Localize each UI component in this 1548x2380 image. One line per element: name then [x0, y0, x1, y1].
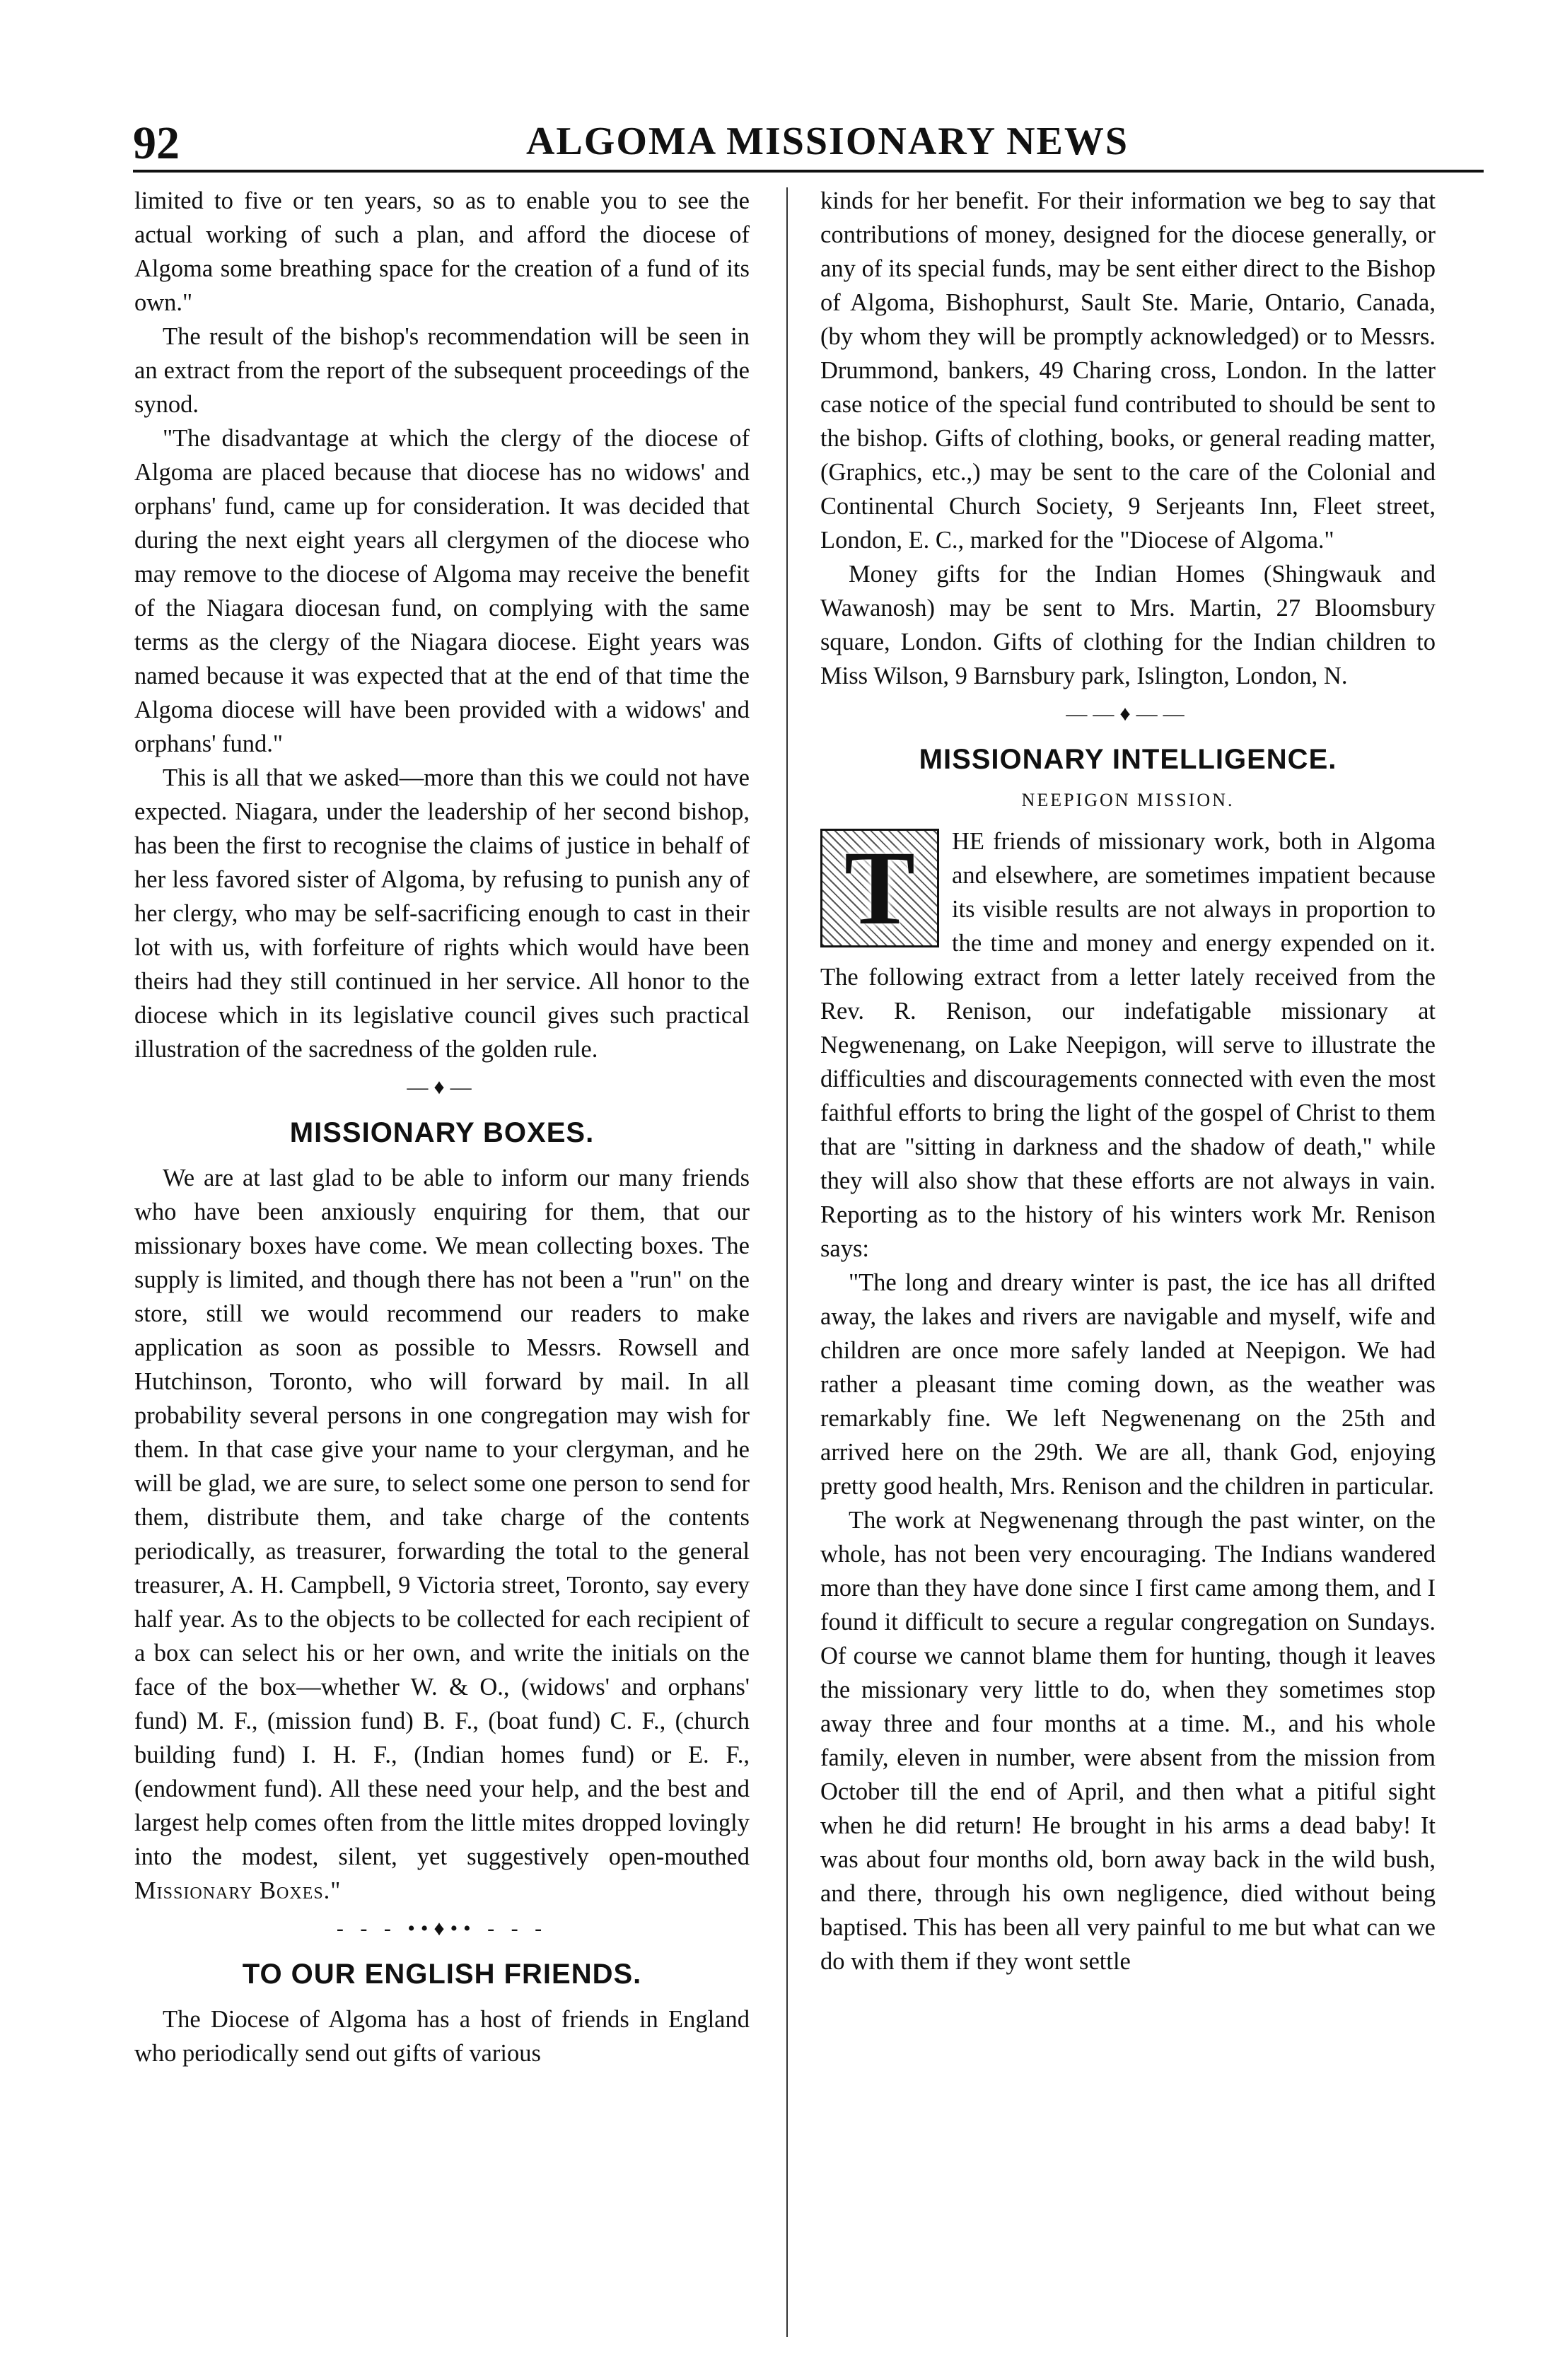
- section-title-missionary-intelligence: MISSIONARY INTELLIGENCE.: [919, 744, 1337, 775]
- paragraph: This is all that we asked—more than this we could not have expected. Niagara, under the leadership of her second bishop, has been the first to recognise the claims of justice in behalf of her less favored sister of Algoma, by refusing to punish any of her clergy, who may be self-sacrificing enough to cast in their lot with us, with forfeiture of rights which would have been theirs had they still continued in her service. All honor to the diocese which in its legislative council gives such practical illustration of the sacredness of the golden rule.: [134, 764, 750, 1063]
- paragraph: [134, 1161, 750, 1908]
- ornamental-dropcap: [820, 829, 939, 947]
- section-subtitle: NEEPIGON MISSION.: [1021, 790, 1235, 810]
- section-title-missionary-boxes: MISSIONARY BOXES.: [289, 1117, 595, 1148]
- section-title-english-friends: TO OUR ENGLISH FRIENDS.: [242, 1959, 642, 1990]
- header-rule: [133, 170, 1484, 173]
- running-title: ALGOMA MISSIONARY NEWS: [525, 119, 1129, 163]
- paragraph: The Diocese of Algoma has a host of friends in England who periodically send out gifts of various: [134, 2006, 750, 2067]
- paragraph: Money gifts for the Indian Homes (Shingwauk and Wawanosh) may be sent to Mrs. Martin, 27 Bloomsbury square, London. Gifts of clothing for the Indian children to Miss Wilson, 9 Barnsbury park, Islington, London, N.: [820, 561, 1436, 689]
- paragraph: "The long and dreary winter is past, the ice has all drifted away, the lakes and rivers are navigable and myself, wife and children are once more safely landed at Neepigon. We had rather a pleasant time coming down, as the weather was remarkably fine. We left Negwenenang on the 25th and arrived here on the 29th. We are all, thank God, enjoying pretty good health, Mrs. Renison and the children in particular.: [820, 1269, 1436, 1500]
- paragraph: The work at Negwenenang through the past winter, on the whole, has not been very encouraging. The Indians wandered more than they have done since I first came among them, and I found it difficult to secure a regular congregation on Sundays. Of course we cannot blame them for hunting, though it leaves the missionary very little to do, when they sometimes stop away three and four months at a time. M., and his whole family, eleven in number, were absent from the mission from October till the end of April, and then what a pitiful sight when he did return! He brought in his arms a dead baby! It was about four months old, born away back in the wild bush, and there, through his own negligence, died without being baptised. This has been all very painful to me but what can we do with them if they wont settle: [820, 1507, 1436, 1975]
- paragraph: "The disadvantage at which the clergy of the diocese of Algoma are placed because that diocese has no widows' and orphans' fund, came up for consideration. It was decided that during the next eight years all clergymen of the diocese who may remove to the diocese of Algoma may receive the benefit of the Niagara diocesan fund, on complying with the same terms as the clergy of the Niagara diocese. Eight years was named because it was expected that at the end of that time the Algoma diocese will have been provided with a widows' and orphans' fund.": [134, 425, 750, 757]
- ornament-divider: —♦—: [407, 1075, 477, 1099]
- paragraph: limited to five or ten years, so as to enable you to see the actual working of such a plan, and afford the diocese of Algoma some breathing space for the creation of a fund of its own.": [134, 187, 750, 316]
- right-column: [820, 184, 1436, 2340]
- left-column: [134, 184, 750, 2340]
- paragraph-text: We are at last glad to be able to inform our many friends who have been anxiously enquiring for them, that our missionary boxes have come. We mean collecting boxes. The supply is limited, and though there has not been a "run" on the store, still we would recommend our readers to make application as soon as possible to Messrs. Rowsell and Hutchinson, Toronto, who will forward by mail. In all probability several persons in one congregation may wish for them. In that case give your name to your clergyman, and he will be glad, we are sure, to select some one person to send for them, distribute them, and take charge of the contents periodically, as treasurer, forwarding the total to the general treasurer, A. H. Campbell, 9 Victoria street, Toronto, say every half year. As to the objects to be collected for each recipient of a box can select his or her own, and write the initials on the face of the box—whether W. & O., (widows' and orphans' fund) M. F., (mission fund) B. F., (boat fund) C. F., (church building fund) I. H. F., (Indian homes fund) or E. F., (endowment fund). All these need your help, and the best and largest help comes often from the little mites dropped lovingly into the modest, silent, yet suggestively open-mouthed: [134, 1165, 750, 1870]
- paragraph: HE friends of missionary work, both in Algoma and elsewhere, are sometimes impatient because its visible results are not always in proportion to the time and money and energy expended on it. The following extract from a letter lately received from the Rev. R. Renison, our indefatigable missionary at Negwenenang, on Lake Neepigon, will serve to illustrate the difficulties and discouragements connected with even the most faithful efforts to bring the light of the gospel of Christ to them that are "sitting in darkness and the shadow of death," while they will also show that these efforts are not always in vain. Reporting as to the history of his winters work Mr. Renison says:: [820, 828, 1436, 1262]
- ornament-divider: - - - ••♦•• - - -: [336, 1917, 548, 1940]
- column-divider: [786, 187, 788, 2337]
- dropcap-letter: T: [844, 829, 916, 947]
- ornament-divider: ——♦——: [1066, 702, 1190, 725]
- paragraph: kinds for her benefit. For their information we beg to say that contributions of money, designed for the diocese generally, or any of its special funds, may be sent either direct to the Bishop of Algoma, Bishophurst, Sault Ste. Marie, Ontario, Canada, (by whom they will be promptly acknowledged) or to Messrs. Drummond, bankers, 49 Charing cross, London. In the latter case notice of the special fund contributed to should be sent to the bishop. Gifts of clothing, books, or general reading matter, (Graphics, etc.,) may be sent to the care of the Colonial and Continental Church Society, 9 Serjeants Inn, Fleet street, London, E. C., marked for the "Diocese of Algoma.": [820, 187, 1436, 554]
- paragraph: The result of the bishop's recommendation will be seen in an extract from the report of the subsequent proceedings of the synod.: [134, 323, 750, 418]
- page-number: 92: [133, 117, 180, 169]
- smallcaps-text: Missionary Boxes.": [134, 1877, 342, 1904]
